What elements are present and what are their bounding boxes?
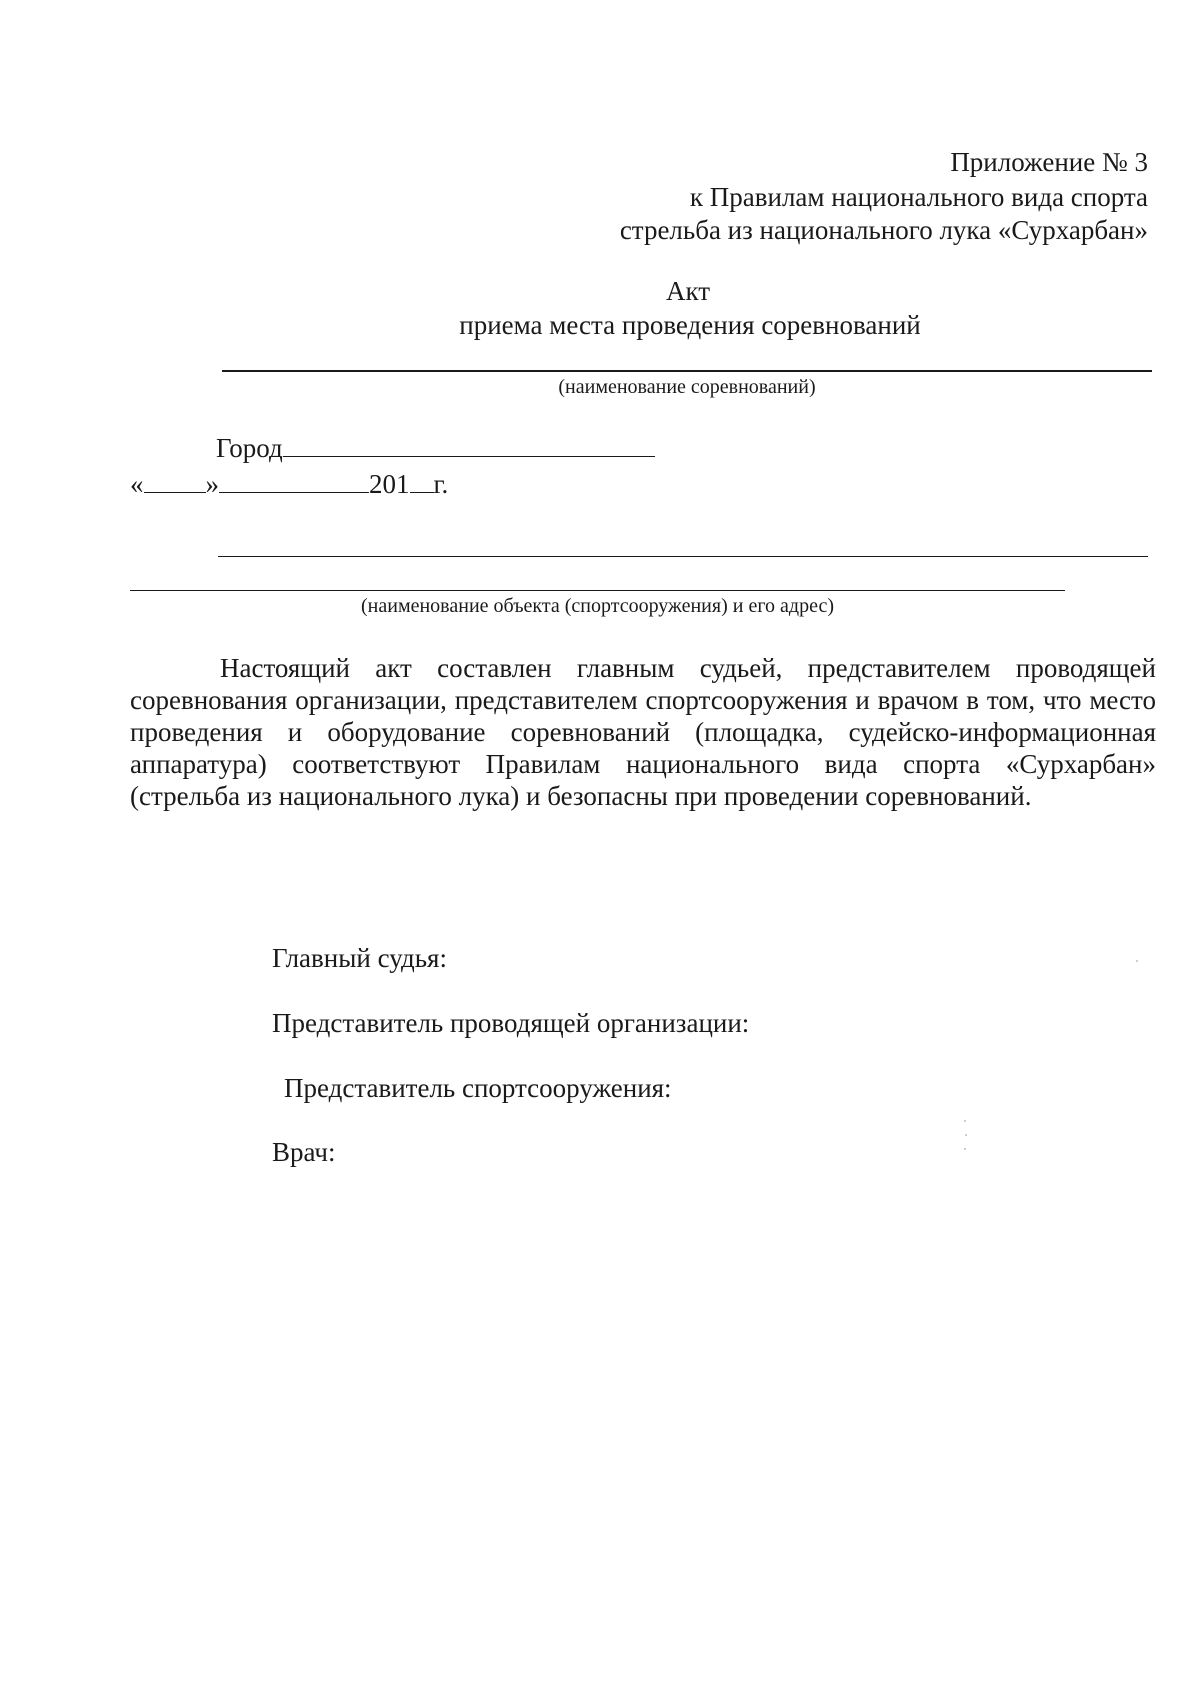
city-field [216, 430, 655, 464]
document-title: Акт [665, 276, 711, 306]
date-close-quote: » [205, 469, 219, 499]
date-year-prefix: 201 [369, 469, 410, 499]
document-subtitle: приема места проведения соревнований [459, 310, 921, 340]
appendix-rules-reference: к Правилам национального вида спорта [689, 182, 1148, 212]
date-year-blank [410, 466, 434, 493]
date-year-suffix: г. [433, 469, 449, 499]
signature-facility-representative: Представитель спортсооружения: [284, 1073, 672, 1103]
competition-name-caption: (наименование соревнований) [558, 376, 816, 398]
act-body-paragraph: Настоящий акт составлен главным судьей, представителем проводящей соревнования организации, представителем спортсооружения и врачом в том, что место проведения и оборудование соревнований (площадка, судейско-информационная аппаратура) соответствуют Правилам национального вида спорта «Сурхарбан» (стрельба из национального лука) и безопасны при проведении соревнований. [130, 653, 1156, 811]
city-label: Город [216, 433, 283, 463]
scan-speck [964, 1148, 966, 1150]
date-open-quote: « [130, 469, 144, 499]
city-blank [283, 430, 655, 457]
signature-doctor: Врач: [272, 1137, 336, 1167]
appendix-sport-name: стрельба из национального лука «Сурхарбан» [619, 215, 1148, 245]
competition-name-line [222, 370, 1152, 372]
date-month-blank [219, 466, 369, 493]
object-name-line-1 [218, 556, 1148, 557]
appendix-number: Приложение № 3 [950, 147, 1148, 177]
date-field [130, 466, 448, 500]
signature-organizer-representative: Представитель проводящей организации: [272, 1008, 750, 1038]
date-day-blank [144, 466, 206, 493]
object-name-caption: (наименование объекта (спортсооружения) и его адрес) [361, 595, 834, 617]
scan-speck [1136, 960, 1138, 962]
object-name-line-2 [130, 590, 1065, 591]
scan-speck [965, 1134, 967, 1136]
signature-chief-judge: Главный судья: [272, 943, 447, 973]
scan-speck [964, 1120, 966, 1122]
